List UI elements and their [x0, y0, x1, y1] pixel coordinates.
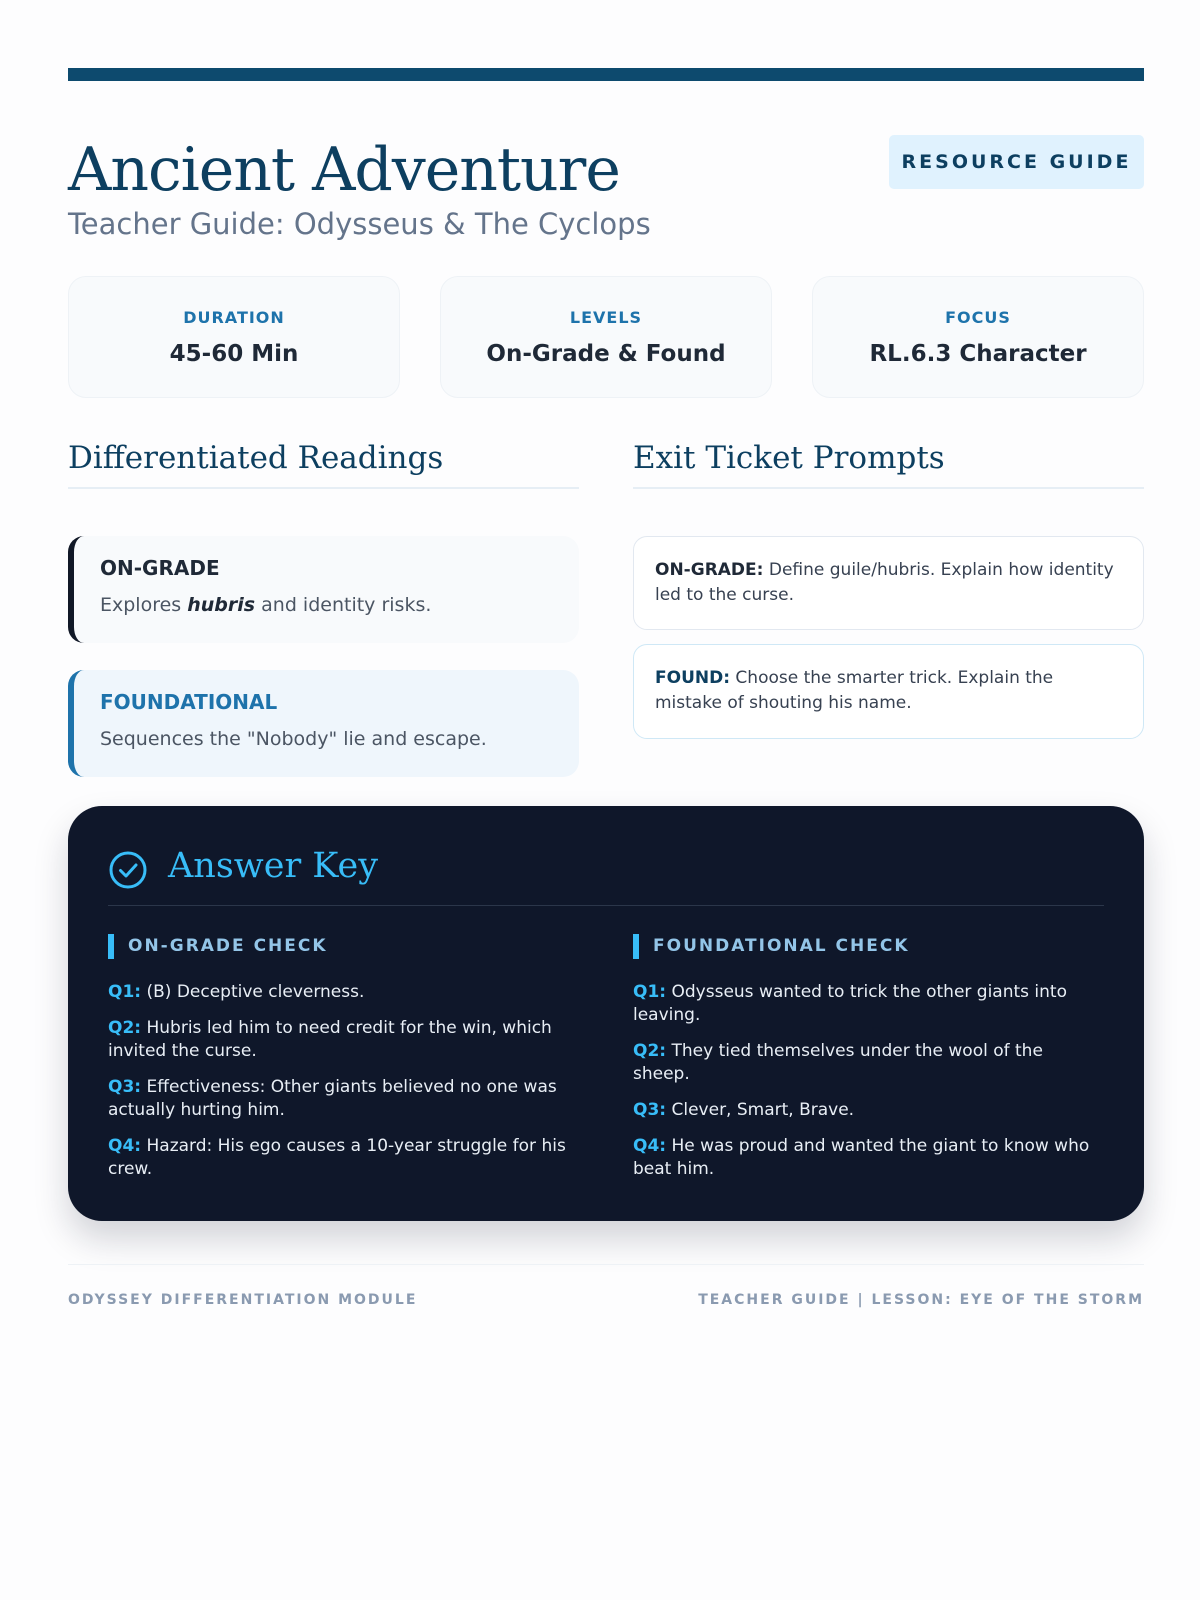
footer-module-name: ODYSSEY DIFFERENTIATION MODULE [68, 1292, 418, 1308]
exit-ticket-section-title: Exit Ticket Prompts [633, 440, 1144, 489]
ticket-label: ON-GRADE: [655, 560, 764, 580]
stat-label: FOCUS [945, 307, 1011, 327]
exit-ticket-found [633, 644, 1144, 739]
stat-label: DURATION [183, 307, 285, 327]
emphasis-text: hubris [187, 594, 256, 616]
page-title: Ancient Adventure [68, 135, 620, 205]
foundational-check-label: FOUNDATIONAL CHECK [633, 934, 1103, 959]
teacher-guide-page [68, 68, 1144, 1308]
answer-item: Q2: They tied themselves under the wool of the sheep. [633, 1041, 1043, 1084]
resource-guide-badge: RESOURCE GUIDE [889, 135, 1144, 189]
answer-item: Q1: Odysseus wanted to trick the other giants into leaving. [633, 982, 1067, 1025]
answer-item: Q1: (B) Deceptive cleverness. [108, 982, 365, 1002]
stats-row [68, 276, 1144, 398]
page-subtitle: Teacher Guide: Odysseus & The Cyclops [68, 207, 651, 241]
stat-card-focus [812, 276, 1144, 398]
footer-lesson-info: TEACHER GUIDE | LESSON: EYE OF THE STORM [698, 1292, 1144, 1308]
exit-ticket-column [633, 440, 1144, 713]
ticket-text: Define guile/hubris. Explain how identity led to the curse. [655, 560, 1114, 605]
ticket-label: FOUND: [655, 668, 731, 688]
header [68, 81, 1144, 271]
top-rule [68, 68, 1144, 81]
footer-divider [68, 1264, 1144, 1265]
reading-text: Explores hubris and identity risks. [100, 594, 432, 616]
stat-value: RL.6.3 Character [869, 340, 1087, 367]
answer-item: Q3: Clever, Smart, Brave. [633, 1100, 855, 1120]
answer-key-panel [68, 806, 1144, 1221]
answer-item: Q4: Hazard: His ego causes a 10-year struggle for his crew. [108, 1136, 566, 1179]
on-grade-check-label: ON-GRADE CHECK [108, 934, 578, 959]
foundational-check-column [633, 934, 1103, 1194]
ticket-text: Choose the smarter trick. Explain the mistake of shouting his name. [655, 668, 1054, 713]
exit-ticket-on-grade [633, 536, 1144, 630]
answer-item: Q3: Effectiveness: Other giants believed no one was actually hurting him. [108, 1077, 557, 1120]
answer-key-header [108, 848, 1104, 906]
stat-label: LEVELS [569, 307, 643, 327]
check-circle-icon [108, 850, 148, 890]
on-grade-check-column [108, 934, 578, 1194]
reading-card-on-grade [68, 536, 579, 643]
answer-item: Q2: Hubris led him to need credit for the win, which invited the curse. [108, 1018, 552, 1061]
reading-card-foundational [68, 670, 579, 777]
answer-item: Q4: He was proud and wanted the giant to know who beat him. [633, 1136, 1090, 1179]
stat-card-duration [68, 276, 400, 398]
readings-column [68, 440, 579, 750]
stat-value: 45-60 Min [169, 340, 299, 367]
answer-key-title: Answer Key [168, 846, 378, 886]
reading-text: Sequences the "Nobody" lie and escape. [100, 728, 487, 750]
reading-title: ON-GRADE [100, 556, 220, 580]
reading-title: FOUNDATIONAL [100, 690, 278, 714]
stat-value: On-Grade & Found [486, 340, 726, 367]
readings-section-title: Differentiated Readings [68, 440, 579, 489]
stat-card-levels [440, 276, 772, 398]
